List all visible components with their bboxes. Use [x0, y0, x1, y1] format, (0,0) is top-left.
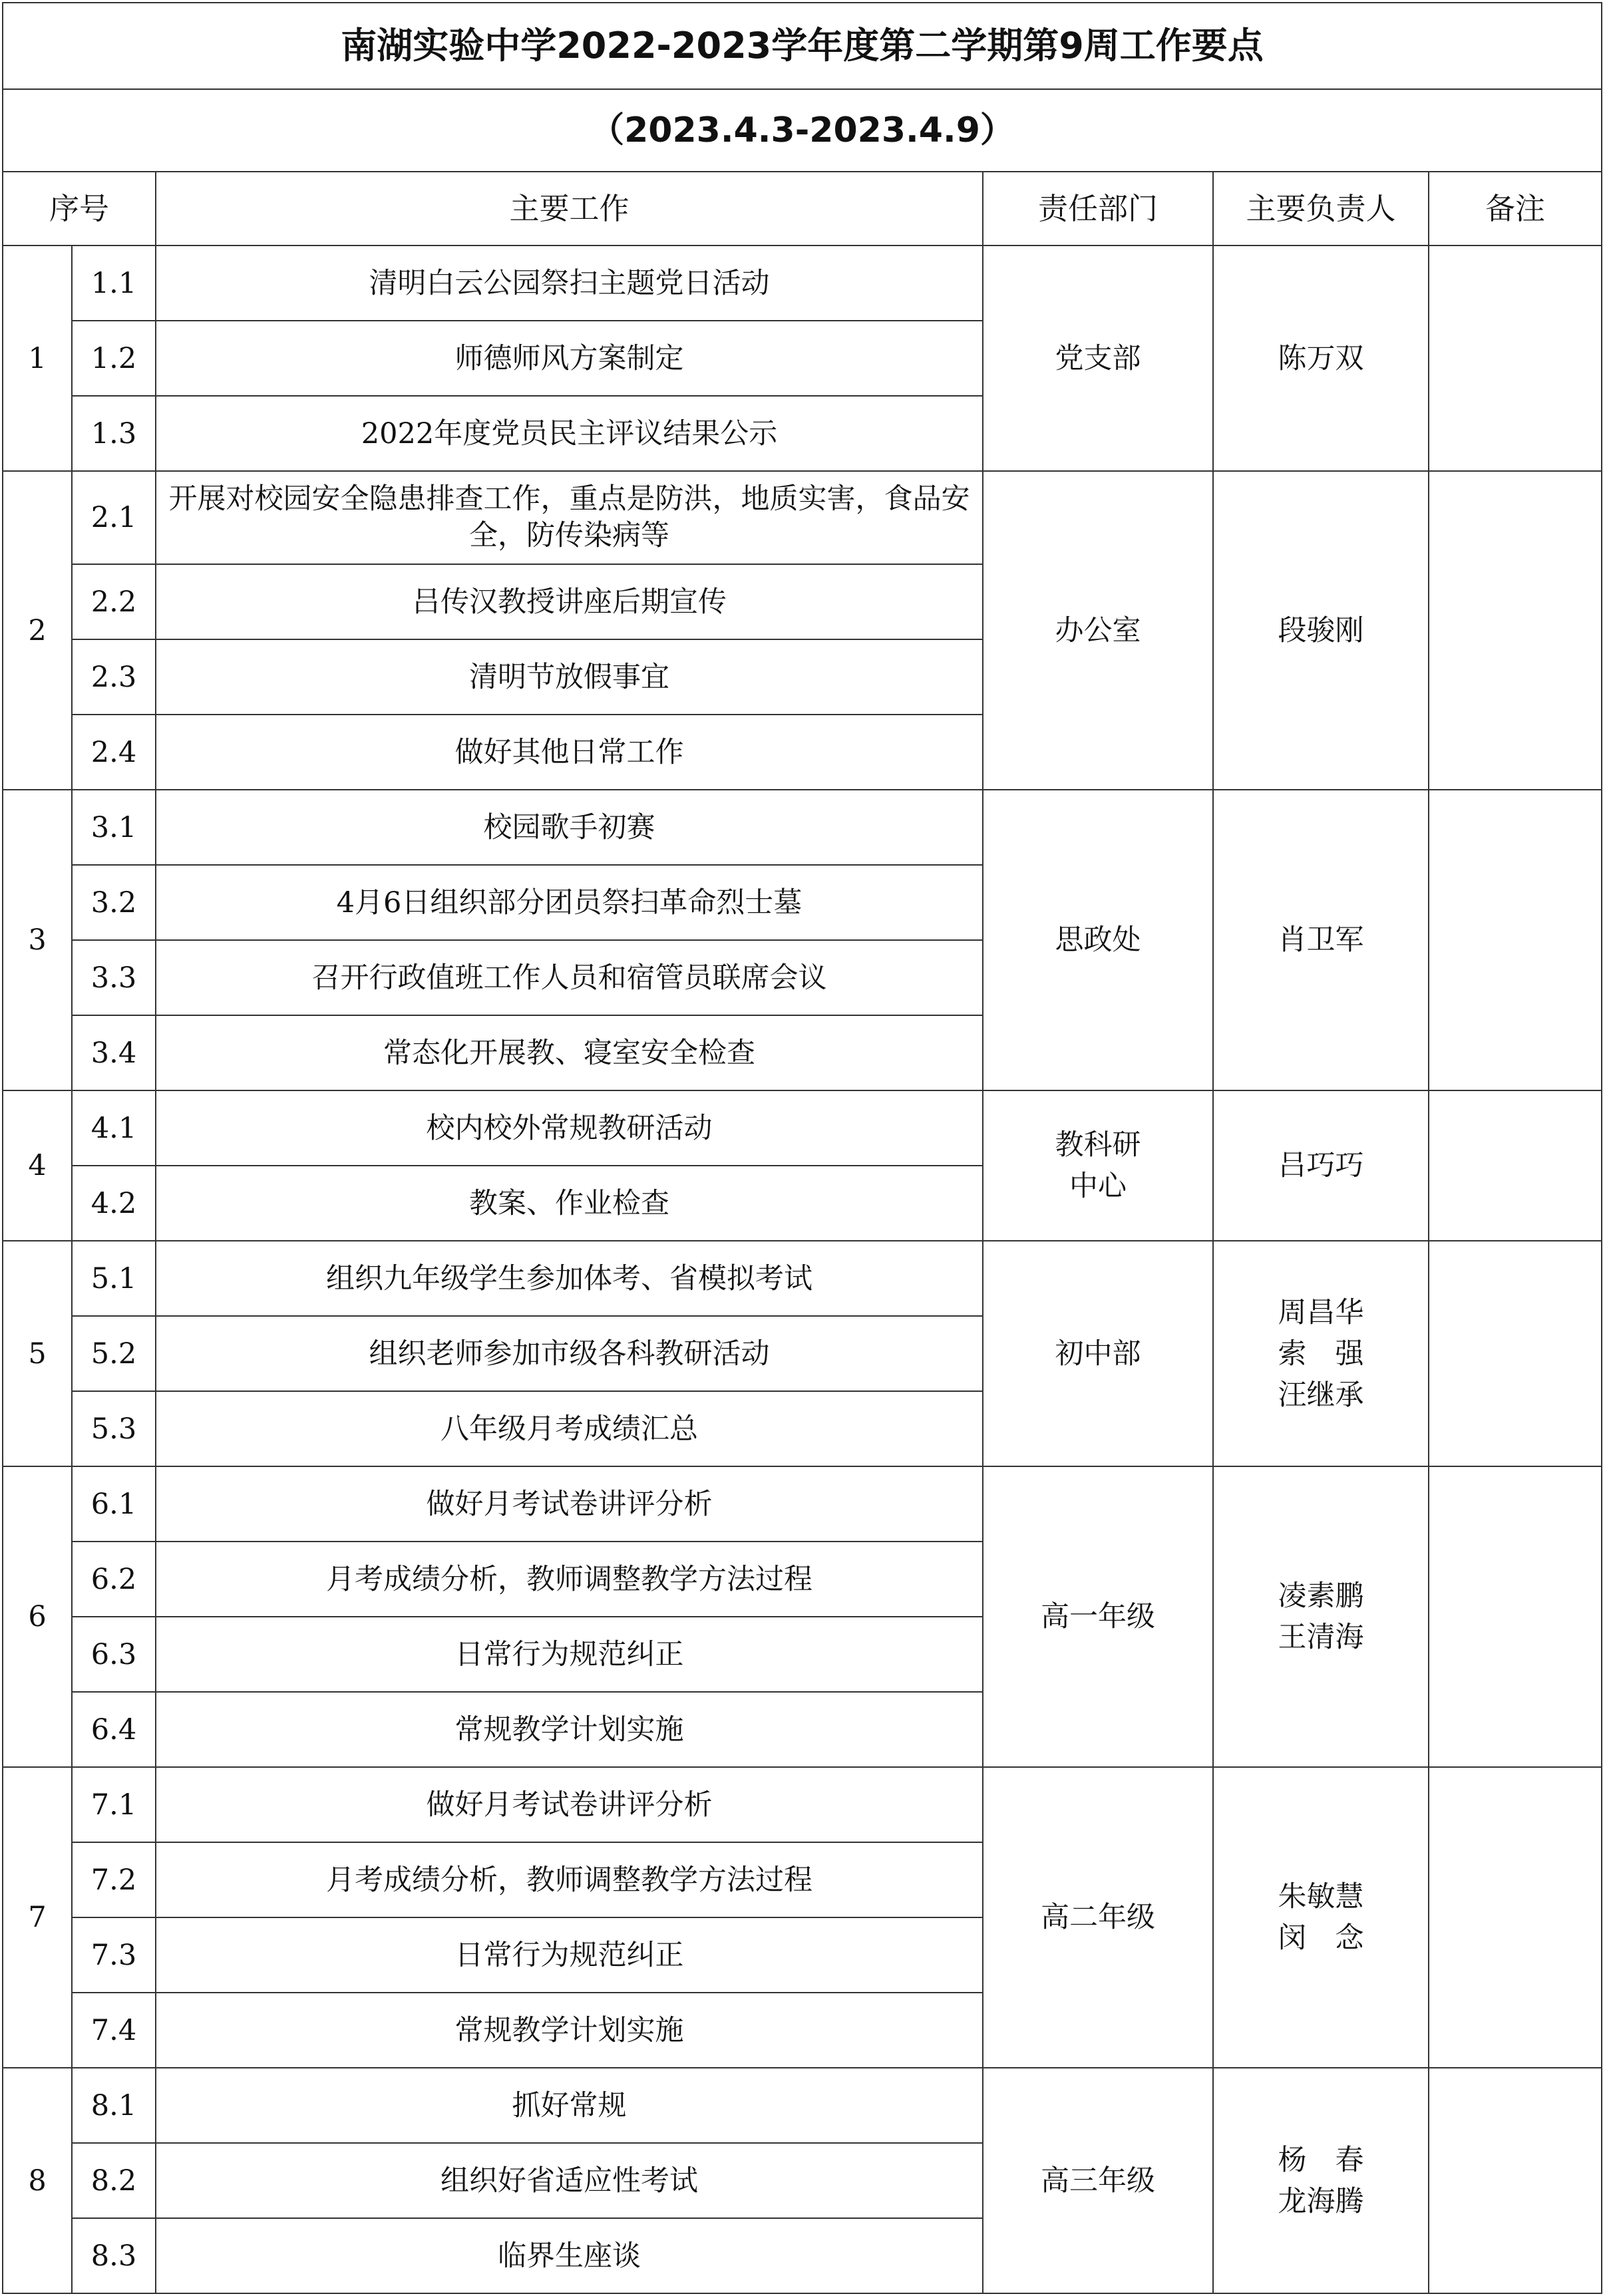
item-number: 4.2 [72, 1166, 156, 1241]
item-number: 3.2 [72, 865, 156, 940]
work-item: 做好月考试卷讲评分析 [156, 1767, 983, 1842]
item-number: 5.1 [72, 1241, 156, 1316]
item-number: 8.2 [72, 2143, 156, 2218]
item-number: 2.1 [72, 471, 156, 564]
item-number: 3.1 [72, 790, 156, 865]
date-range: （2023.4.3-2023.4.9） [3, 89, 1602, 172]
header-dept: 责任部门 [983, 172, 1213, 246]
note-cell [1429, 1090, 1602, 1241]
work-item: 常规教学计划实施 [156, 1993, 983, 2068]
work-item: 常规教学计划实施 [156, 1692, 983, 1767]
group-number: 2 [3, 471, 72, 790]
item-number: 7.2 [72, 1842, 156, 1917]
note-cell [1429, 471, 1602, 790]
note-cell [1429, 1466, 1602, 1767]
table-row [3, 1090, 1602, 1166]
item-number: 4.1 [72, 1090, 156, 1166]
work-item: 师德师风方案制定 [156, 321, 983, 396]
item-number: 2.4 [72, 715, 156, 790]
work-item: 组织老师参加市级各科教研活动 [156, 1316, 983, 1391]
work-item: 做好月考试卷讲评分析 [156, 1466, 983, 1542]
work-item: 组织好省适应性考试 [156, 2143, 983, 2218]
header-leader: 主要负责人 [1213, 172, 1429, 246]
group-number: 4 [3, 1090, 72, 1241]
item-number: 1.3 [72, 396, 156, 471]
item-number: 1.2 [72, 321, 156, 396]
item-number: 8.3 [72, 2218, 156, 2293]
responsible-person: 肖卫军 [1213, 790, 1429, 1090]
responsible-department: 思政处 [983, 790, 1213, 1090]
item-number: 8.1 [72, 2068, 156, 2143]
work-plan-table [2, 2, 1602, 2294]
item-number: 6.4 [72, 1692, 156, 1767]
group-number: 1 [3, 246, 72, 471]
responsible-department: 高二年级 [983, 1767, 1213, 2068]
header-work: 主要工作 [156, 172, 983, 246]
work-item: 日常行为规范纠正 [156, 1917, 983, 1993]
note-cell [1429, 2068, 1602, 2293]
work-item: 校园歌手初赛 [156, 790, 983, 865]
responsible-department: 初中部 [983, 1241, 1213, 1466]
note-cell [1429, 790, 1602, 1090]
responsible-person: 朱敏慧 闵 念 [1213, 1767, 1429, 2068]
responsible-department: 教科研 中心 [983, 1090, 1213, 1241]
item-number: 7.4 [72, 1993, 156, 2068]
item-number: 6.3 [72, 1617, 156, 1692]
responsible-department: 高一年级 [983, 1466, 1213, 1767]
item-number: 1.1 [72, 246, 156, 321]
table-row [3, 1466, 1602, 1542]
item-number: 3.4 [72, 1015, 156, 1090]
work-item: 常态化开展教、寝室安全检查 [156, 1015, 983, 1090]
work-item: 清明白云公园祭扫主题党日活动 [156, 246, 983, 321]
table-row [3, 246, 1602, 321]
group-number: 7 [3, 1767, 72, 2068]
responsible-person: 杨 春 龙海腾 [1213, 2068, 1429, 2293]
work-item: 组织九年级学生参加体考、省模拟考试 [156, 1241, 983, 1316]
work-item: 2022年度党员民主评议结果公示 [156, 396, 983, 471]
item-number: 2.3 [72, 639, 156, 715]
work-item: 清明节放假事宜 [156, 639, 983, 715]
work-item: 召开行政值班工作人员和宿管员联席会议 [156, 940, 983, 1015]
note-cell [1429, 246, 1602, 471]
group-number: 6 [3, 1466, 72, 1767]
responsible-person: 段骏刚 [1213, 471, 1429, 790]
item-number: 5.3 [72, 1391, 156, 1466]
header-note: 备注 [1429, 172, 1602, 246]
table-row [3, 790, 1602, 865]
work-item: 八年级月考成绩汇总 [156, 1391, 983, 1466]
item-number: 7.3 [72, 1917, 156, 1993]
work-item: 开展对校园安全隐患排查工作，重点是防洪，地质实害，食品安全，防传染病等 [156, 471, 983, 564]
work-item: 校内校外常规教研活动 [156, 1090, 983, 1166]
item-number: 3.3 [72, 940, 156, 1015]
group-number: 8 [3, 2068, 72, 2293]
responsible-department: 办公室 [983, 471, 1213, 790]
note-cell [1429, 1767, 1602, 2068]
work-item: 抓好常规 [156, 2068, 983, 2143]
note-cell [1429, 1241, 1602, 1466]
item-number: 6.2 [72, 1542, 156, 1617]
table-row [3, 471, 1602, 564]
work-item: 月考成绩分析，教师调整教学方法过程 [156, 1542, 983, 1617]
item-number: 6.1 [72, 1466, 156, 1542]
table-row [3, 1241, 1602, 1316]
item-number: 7.1 [72, 1767, 156, 1842]
work-item: 日常行为规范纠正 [156, 1617, 983, 1692]
work-item: 做好其他日常工作 [156, 715, 983, 790]
work-item: 临界生座谈 [156, 2218, 983, 2293]
table-row [3, 2068, 1602, 2143]
work-item: 4月6日组织部分团员祭扫革命烈士墓 [156, 865, 983, 940]
work-item: 教案、作业检查 [156, 1166, 983, 1241]
header-seq: 序号 [3, 172, 156, 246]
item-number: 2.2 [72, 564, 156, 639]
item-number: 5.2 [72, 1316, 156, 1391]
responsible-department: 党支部 [983, 246, 1213, 471]
table-body [3, 246, 1602, 2293]
table-row [3, 1767, 1602, 1842]
group-number: 5 [3, 1241, 72, 1466]
work-item: 吕传汉教授讲座后期宣传 [156, 564, 983, 639]
group-number: 3 [3, 790, 72, 1090]
responsible-person: 凌素鹏 王清海 [1213, 1466, 1429, 1767]
document-title: 南湖实验中学2022-2023学年度第二学期第9周工作要点 [3, 3, 1602, 89]
responsible-person: 吕巧巧 [1213, 1090, 1429, 1241]
responsible-person: 陈万双 [1213, 246, 1429, 471]
responsible-department: 高三年级 [983, 2068, 1213, 2293]
responsible-person: 周昌华 索 强 汪继承 [1213, 1241, 1429, 1466]
work-item: 月考成绩分析，教师调整教学方法过程 [156, 1842, 983, 1917]
